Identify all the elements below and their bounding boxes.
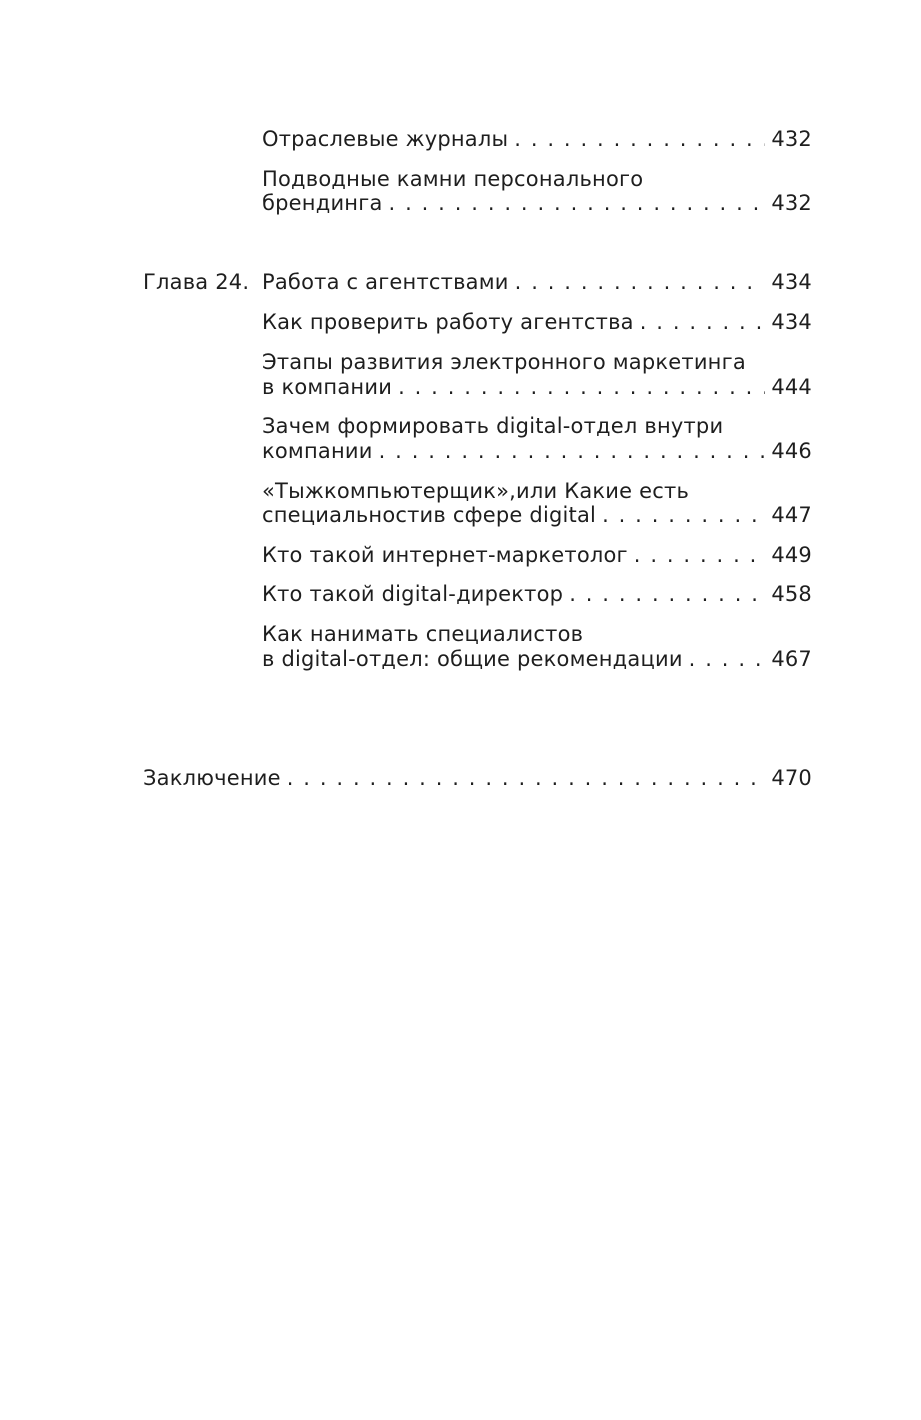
- toc-entry: [262, 646, 812, 672]
- conclusion-page: 470: [771, 766, 812, 790]
- dot-leader: [569, 581, 765, 607]
- conclusion-entry: [143, 765, 812, 791]
- toc-entry-page: 447: [771, 503, 812, 527]
- toc-entry-page: 444: [771, 375, 812, 399]
- toc-entry-title-line2: в компании: [262, 375, 393, 399]
- toc-entry-title-line1: Зачем формировать digital-отдел внутри: [262, 414, 724, 438]
- dot-leader: [689, 646, 766, 672]
- toc-entry-title: Кто такой интернет-маркетолог: [262, 543, 628, 567]
- chapter-entry: [262, 269, 812, 295]
- toc-entry-title-line2: в digital-отдел: общие рекомендации: [262, 647, 683, 671]
- toc-entry-title: Как проверить работу агентства: [262, 310, 634, 334]
- toc-entry-page: 432: [771, 191, 812, 215]
- toc-entry-page: 446: [771, 439, 812, 463]
- dot-leader: [398, 374, 765, 400]
- toc-entry-title-line2: брендинга: [262, 191, 383, 215]
- dot-leader: [515, 269, 766, 295]
- toc-entry-page: 432: [771, 127, 812, 151]
- dot-leader: [389, 190, 766, 216]
- toc-entry-title-line1: Этапы развития электронного маркетинга: [262, 350, 746, 374]
- toc-entry-title: Кто такой digital-директор: [262, 582, 564, 606]
- toc-entry-page: 458: [771, 582, 812, 606]
- toc-entry-title-line2: компании: [262, 439, 373, 463]
- toc-entry-title: Отраслевые журналы: [262, 127, 509, 151]
- conclusion-title: Заключение: [143, 766, 281, 790]
- dot-leader: [634, 542, 766, 568]
- toc-entry-page: 434: [771, 310, 812, 334]
- toc-entry: [262, 190, 812, 216]
- chapter-label: Глава 24.: [143, 270, 250, 294]
- chapter-page: 434: [771, 270, 812, 294]
- toc-entry: [262, 502, 812, 528]
- dot-leader: [514, 126, 765, 152]
- toc-entry: [262, 374, 812, 400]
- dot-leader: [640, 309, 766, 335]
- toc-entry-title-line1: «Тыжкомпьютерщик»,или Какие есть: [262, 479, 690, 503]
- toc-entry-page: 467: [771, 647, 812, 671]
- toc-entry: [262, 438, 812, 464]
- dot-leader: [379, 438, 766, 464]
- toc-entry: [262, 309, 812, 335]
- dot-leader: [602, 502, 765, 528]
- toc-entry: [262, 581, 812, 607]
- toc-entry-page: 449: [771, 543, 812, 567]
- toc-entry-title-line1: Подводные камни персонального: [262, 167, 644, 191]
- toc-entry: [262, 126, 812, 152]
- toc-entry-title-line2: специальностив сфере digital: [262, 503, 597, 527]
- chapter-title: Работа с агентствами: [262, 270, 509, 294]
- dot-leader: [287, 765, 766, 791]
- toc-entry-title-line1: Как нанимать специалистов: [262, 622, 584, 646]
- toc-entry: [262, 542, 812, 568]
